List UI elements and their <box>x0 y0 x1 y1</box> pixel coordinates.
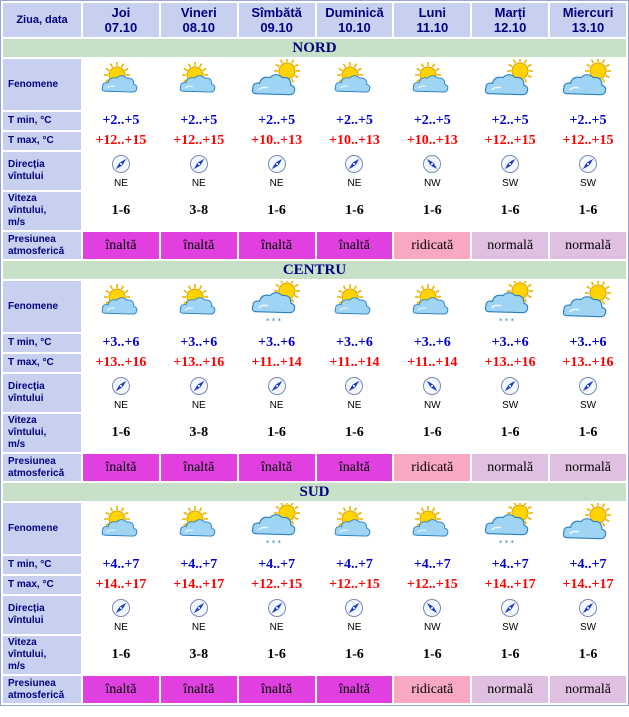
tmin-value: +2..+5 <box>550 112 626 130</box>
wind-direction-text: SW <box>579 177 597 189</box>
tmin-value: +4..+7 <box>161 556 237 574</box>
tmax-value: +14..+17 <box>161 576 237 594</box>
compass-icon <box>344 166 364 177</box>
pressure-value: normală <box>550 454 626 481</box>
tmax-value: +11..+14 <box>394 354 470 372</box>
weather-cell <box>161 59 237 110</box>
wind-speed-value: 1-6 <box>317 414 393 452</box>
region-title: NORD <box>3 39 626 57</box>
weather-sun-cloud-icon <box>171 314 227 331</box>
weather-cloud-sun-icon <box>560 92 616 109</box>
wind-direction-cell <box>83 374 159 412</box>
label-line: Viteza <box>8 415 37 426</box>
row-label-fenomene: Fenomene <box>3 281 81 332</box>
tmin-value: +4..+7 <box>394 556 470 574</box>
wind-direction-cell <box>550 152 626 190</box>
row-label-tmin: T min, °C <box>3 334 81 352</box>
tmin-value: +2..+5 <box>161 112 237 130</box>
wind-direction-text: SW <box>502 177 519 189</box>
wind-direction-text: NE <box>269 621 284 633</box>
row-label-wind-direction <box>3 152 81 190</box>
wind-direction-cell <box>161 152 237 190</box>
day-header <box>239 3 315 37</box>
wind-direction-text: NE <box>191 399 206 411</box>
compass-icon <box>422 610 442 621</box>
weather-cell <box>83 503 159 554</box>
weather-sun-cloud-icon <box>171 536 227 553</box>
pressure-value: normală <box>472 454 548 481</box>
label-line: Direcția <box>8 603 45 614</box>
tmin-value: +2..+5 <box>239 112 315 130</box>
compass-icon <box>578 610 598 621</box>
wind-speed-value: 3-8 <box>161 636 237 674</box>
label-line: Direcția <box>8 159 45 170</box>
row-label-pressure <box>3 232 81 259</box>
wind-direction-text: NW <box>423 621 441 633</box>
day-header <box>472 3 548 37</box>
fenomene-row <box>3 503 626 554</box>
tmin-value: +3..+6 <box>394 334 470 352</box>
tmin-row <box>3 112 626 130</box>
wind-direction-cell <box>239 374 315 412</box>
weather-sun-cloud-icon <box>171 92 227 109</box>
weather-cloud-sun-icon <box>249 92 305 109</box>
tmax-value: +14..+17 <box>83 576 159 594</box>
wind-speed-value: 1-6 <box>550 636 626 674</box>
tmin-value: +3..+6 <box>239 334 315 352</box>
wind-direction-cell <box>550 596 626 634</box>
region-title: CENTRU <box>3 261 626 279</box>
wind-direction-cell <box>394 152 470 190</box>
wind-direction-text: NW <box>423 177 441 189</box>
wind-speed-value: 1-6 <box>550 192 626 230</box>
tmin-value: +4..+7 <box>239 556 315 574</box>
fenomene-row <box>3 281 626 332</box>
compass-icon <box>189 388 209 399</box>
weather-cloud-sun-icon <box>560 314 616 331</box>
pressure-value: înaltă <box>161 454 237 481</box>
row-label-tmax: T max, °C <box>3 132 81 150</box>
day-name: Luni <box>418 5 447 20</box>
compass-icon <box>578 388 598 399</box>
compass-icon <box>189 610 209 621</box>
wind-direction-text: NE <box>113 621 128 633</box>
label-line: vîntului, <box>8 205 47 216</box>
wind-speed-value: 1-6 <box>239 414 315 452</box>
tmin-value: +4..+7 <box>472 556 548 574</box>
label-line: vîntului, <box>8 649 47 660</box>
region-title: SUD <box>3 483 626 501</box>
label-line: atmosferică <box>8 689 65 701</box>
weather-sun-cloud-icon <box>93 314 149 331</box>
label-line: vîntului <box>8 393 44 404</box>
wind-speed-value: 1-6 <box>83 192 159 230</box>
weather-cell <box>394 503 470 554</box>
compass-icon <box>422 166 442 177</box>
label-line: Viteza <box>8 193 37 204</box>
region-row <box>3 483 626 501</box>
day-name: Miercuri <box>562 5 614 20</box>
pressure-value: înaltă <box>161 232 237 259</box>
pressure-value: înaltă <box>239 676 315 703</box>
row-label-wind-speed <box>3 414 81 452</box>
wind-speed-value: 1-6 <box>394 636 470 674</box>
tmin-value: +3..+6 <box>83 334 159 352</box>
weather-cell <box>472 281 548 332</box>
compass-icon <box>267 610 287 621</box>
day-name: Sîmbătă <box>251 5 302 20</box>
day-date: 07.10 <box>104 20 138 35</box>
label-line: m/s <box>8 439 26 450</box>
svg-text:* * *: * * * <box>265 539 281 547</box>
label-line: Presiunea <box>8 677 56 689</box>
pressure-row <box>3 676 626 703</box>
weather-cell <box>239 281 315 332</box>
weather-cell <box>550 59 626 110</box>
wind-direction-text: NE <box>269 177 284 189</box>
label-line: atmosferică <box>8 467 65 479</box>
row-label-wind-speed <box>3 636 81 674</box>
pressure-value: ridicată <box>394 676 470 703</box>
weather-cell <box>472 503 548 554</box>
weather-cell <box>550 281 626 332</box>
tmax-value: +12..+15 <box>161 132 237 150</box>
tmax-value: +12..+15 <box>394 576 470 594</box>
day-date: 08.10 <box>182 20 216 35</box>
compass-icon <box>422 388 442 399</box>
row-label-tmin: T min, °C <box>3 556 81 574</box>
compass-icon <box>267 166 287 177</box>
wind-direction-cell <box>317 596 393 634</box>
weather-sun-cloud-icon <box>404 314 460 331</box>
day-name: Duminică <box>325 5 384 20</box>
tmin-row <box>3 556 626 574</box>
weather-sun-cloud-icon <box>404 92 460 109</box>
wind-direction-text: NW <box>423 399 441 411</box>
label-line: Presiunea <box>8 233 56 245</box>
wind-speed-value: 1-6 <box>472 636 548 674</box>
wind-speed-value: 1-6 <box>317 192 393 230</box>
tmax-value: +13..+16 <box>472 354 548 372</box>
weather-cloud-rain-icon <box>482 536 538 553</box>
wind-direction-cell <box>394 374 470 412</box>
tmax-value: +12..+15 <box>472 132 548 150</box>
compass-icon <box>267 388 287 399</box>
label-line: vîntului <box>8 171 44 182</box>
svg-text:* * *: * * * <box>265 317 281 325</box>
tmin-value: +3..+6 <box>161 334 237 352</box>
wind-direction-text: NE <box>347 399 362 411</box>
wind-direction-text: NE <box>191 621 206 633</box>
wind-direction-cell <box>83 152 159 190</box>
tmin-value: +3..+6 <box>317 334 393 352</box>
wind-speed-value: 3-8 <box>161 414 237 452</box>
wind-direction-text: NE <box>269 399 284 411</box>
weather-sun-cloud-icon <box>326 92 382 109</box>
tmax-value: +12..+15 <box>317 576 393 594</box>
tmax-value: +12..+15 <box>550 132 626 150</box>
weather-cell <box>239 59 315 110</box>
weather-cell <box>394 281 470 332</box>
region-row <box>3 261 626 279</box>
row-label-fenomene: Fenomene <box>3 59 81 110</box>
row-label-wind-speed <box>3 192 81 230</box>
weather-sun-cloud-icon <box>93 92 149 109</box>
svg-text:* * *: * * * <box>499 317 515 325</box>
weather-sun-cloud-icon <box>93 536 149 553</box>
wind-direction-text: NE <box>113 177 128 189</box>
pressure-row <box>3 454 626 481</box>
wind-direction-text: SW <box>579 621 597 633</box>
day-header <box>394 3 470 37</box>
wind-direction-text: NE <box>191 177 206 189</box>
weather-cell <box>394 59 470 110</box>
row-label-wind-direction <box>3 596 81 634</box>
wind-speed-value: 1-6 <box>472 192 548 230</box>
tmin-row <box>3 334 626 352</box>
day-date: 10.10 <box>338 20 371 35</box>
row-label-fenomene: Fenomene <box>3 503 81 554</box>
wind-speed-value: 1-6 <box>317 636 393 674</box>
svg-text:* * *: * * * <box>499 539 515 547</box>
pressure-value: normală <box>550 232 626 259</box>
label-line: Presiunea <box>8 455 56 467</box>
pressure-value: ridicată <box>394 232 470 259</box>
tmin-value: +2..+5 <box>317 112 393 130</box>
weather-cloud-rain-icon <box>249 536 305 553</box>
day-date: 13.10 <box>571 20 605 35</box>
day-header <box>317 3 393 37</box>
pressure-value: normală <box>472 676 548 703</box>
day-header <box>550 3 626 37</box>
weather-cloud-sun-icon <box>560 536 616 553</box>
label-line: Direcția <box>8 381 45 392</box>
wind-direction-cell <box>239 596 315 634</box>
tmin-value: +2..+5 <box>394 112 470 130</box>
tmax-row <box>3 132 626 150</box>
tmax-value: +11..+14 <box>317 354 393 372</box>
wind-direction-row <box>3 152 626 190</box>
pressure-value: înaltă <box>161 676 237 703</box>
wind-direction-cell <box>239 152 315 190</box>
weather-cell <box>239 503 315 554</box>
weather-cell <box>472 59 548 110</box>
wind-direction-text: SW <box>502 399 519 411</box>
pressure-value: înaltă <box>317 676 393 703</box>
tmax-value: +13..+16 <box>550 354 626 372</box>
compass-icon <box>578 166 598 177</box>
compass-icon <box>500 166 520 177</box>
weather-cell <box>83 281 159 332</box>
weather-cell <box>317 281 393 332</box>
row-label-wind-direction <box>3 374 81 412</box>
pressure-value: înaltă <box>83 676 159 703</box>
tmax-value: +13..+16 <box>83 354 159 372</box>
pressure-value: înaltă <box>83 232 159 259</box>
weather-cell <box>161 503 237 554</box>
day-date: 09.10 <box>260 20 293 35</box>
compass-icon <box>111 388 131 399</box>
weather-cloud-sun-icon <box>482 92 538 109</box>
corner-label: Ziua, data <box>3 3 81 37</box>
header-row <box>3 3 626 37</box>
tmax-value: +10..+13 <box>394 132 470 150</box>
weather-cloud-rain-icon <box>482 314 538 331</box>
day-header <box>161 3 237 37</box>
wind-direction-cell <box>472 152 548 190</box>
day-name: Vineri <box>180 5 217 20</box>
label-line: vîntului <box>8 615 44 626</box>
compass-icon <box>344 388 364 399</box>
compass-icon <box>500 610 520 621</box>
wind-direction-cell <box>394 596 470 634</box>
compass-icon <box>111 166 131 177</box>
pressure-value: înaltă <box>239 232 315 259</box>
label-line: vîntului, <box>8 427 47 438</box>
tmin-value: +3..+6 <box>472 334 548 352</box>
wind-speed-value: 1-6 <box>83 414 159 452</box>
weather-sun-cloud-icon <box>326 536 382 553</box>
wind-speed-value: 3-8 <box>161 192 237 230</box>
weather-cell <box>317 59 393 110</box>
tmax-value: +14..+17 <box>550 576 626 594</box>
tmax-value: +11..+14 <box>239 354 315 372</box>
label-line: m/s <box>8 217 26 228</box>
weather-cell <box>550 503 626 554</box>
wind-direction-text: NE <box>113 399 128 411</box>
pressure-value: normală <box>550 676 626 703</box>
pressure-row <box>3 232 626 259</box>
tmin-value: +2..+5 <box>472 112 548 130</box>
tmax-value: +12..+15 <box>83 132 159 150</box>
wind-speed-row <box>3 414 626 452</box>
row-label-tmax: T max, °C <box>3 354 81 372</box>
wind-direction-cell <box>83 596 159 634</box>
wind-speed-value: 1-6 <box>394 414 470 452</box>
tmin-value: +4..+7 <box>550 556 626 574</box>
wind-speed-value: 1-6 <box>550 414 626 452</box>
weather-cell <box>161 281 237 332</box>
wind-direction-row <box>3 374 626 412</box>
tmax-row <box>3 354 626 372</box>
tmax-value: +10..+13 <box>239 132 315 150</box>
wind-speed-value: 1-6 <box>239 192 315 230</box>
weather-sun-cloud-icon <box>404 536 460 553</box>
tmin-value: +4..+7 <box>83 556 159 574</box>
region-row <box>3 39 626 57</box>
pressure-value: ridicată <box>394 454 470 481</box>
weather-cell <box>83 59 159 110</box>
day-date: 11.10 <box>416 20 449 35</box>
compass-icon <box>500 388 520 399</box>
tmin-value: +4..+7 <box>317 556 393 574</box>
pressure-value: înaltă <box>239 454 315 481</box>
tmax-value: +13..+16 <box>161 354 237 372</box>
wind-direction-cell <box>317 374 393 412</box>
wind-direction-row <box>3 596 626 634</box>
pressure-value: normală <box>472 232 548 259</box>
compass-icon <box>111 610 131 621</box>
day-date: 12.10 <box>493 20 527 35</box>
day-name: Joi <box>111 5 131 20</box>
wind-speed-value: 1-6 <box>239 636 315 674</box>
wind-speed-row <box>3 636 626 674</box>
wind-direction-cell <box>472 374 548 412</box>
tmax-value: +14..+17 <box>472 576 548 594</box>
tmax-value: +10..+13 <box>317 132 393 150</box>
pressure-value: înaltă <box>317 232 393 259</box>
tmax-row <box>3 576 626 594</box>
weather-cell <box>317 503 393 554</box>
wind-speed-value: 1-6 <box>394 192 470 230</box>
compass-icon <box>344 610 364 621</box>
tmax-value: +12..+15 <box>239 576 315 594</box>
wind-direction-cell <box>161 374 237 412</box>
wind-direction-text: SW <box>579 399 597 411</box>
wind-direction-cell <box>161 596 237 634</box>
pressure-value: înaltă <box>83 454 159 481</box>
wind-speed-row <box>3 192 626 230</box>
label-line: atmosferică <box>8 245 65 257</box>
weather-sun-cloud-icon <box>326 314 382 331</box>
label-line: m/s <box>8 661 26 672</box>
row-label-tmax: T max, °C <box>3 576 81 594</box>
weather-cloud-rain-icon <box>249 314 305 331</box>
wind-direction-cell <box>472 596 548 634</box>
pressure-value: înaltă <box>317 454 393 481</box>
wind-direction-text: NE <box>347 177 362 189</box>
fenomene-row <box>3 59 626 110</box>
wind-speed-value: 1-6 <box>472 414 548 452</box>
day-header <box>83 3 159 37</box>
wind-direction-text: NE <box>347 621 362 633</box>
wind-direction-cell <box>550 374 626 412</box>
wind-speed-value: 1-6 <box>83 636 159 674</box>
tmin-value: +2..+5 <box>83 112 159 130</box>
label-line: Viteza <box>8 637 37 648</box>
wind-direction-cell <box>317 152 393 190</box>
row-label-pressure <box>3 676 81 703</box>
tmin-value: +3..+6 <box>550 334 626 352</box>
row-label-tmin: T min, °C <box>3 112 81 130</box>
day-name: Marți <box>494 5 526 20</box>
wind-direction-text: SW <box>502 621 519 633</box>
row-label-pressure <box>3 454 81 481</box>
compass-icon <box>189 166 209 177</box>
